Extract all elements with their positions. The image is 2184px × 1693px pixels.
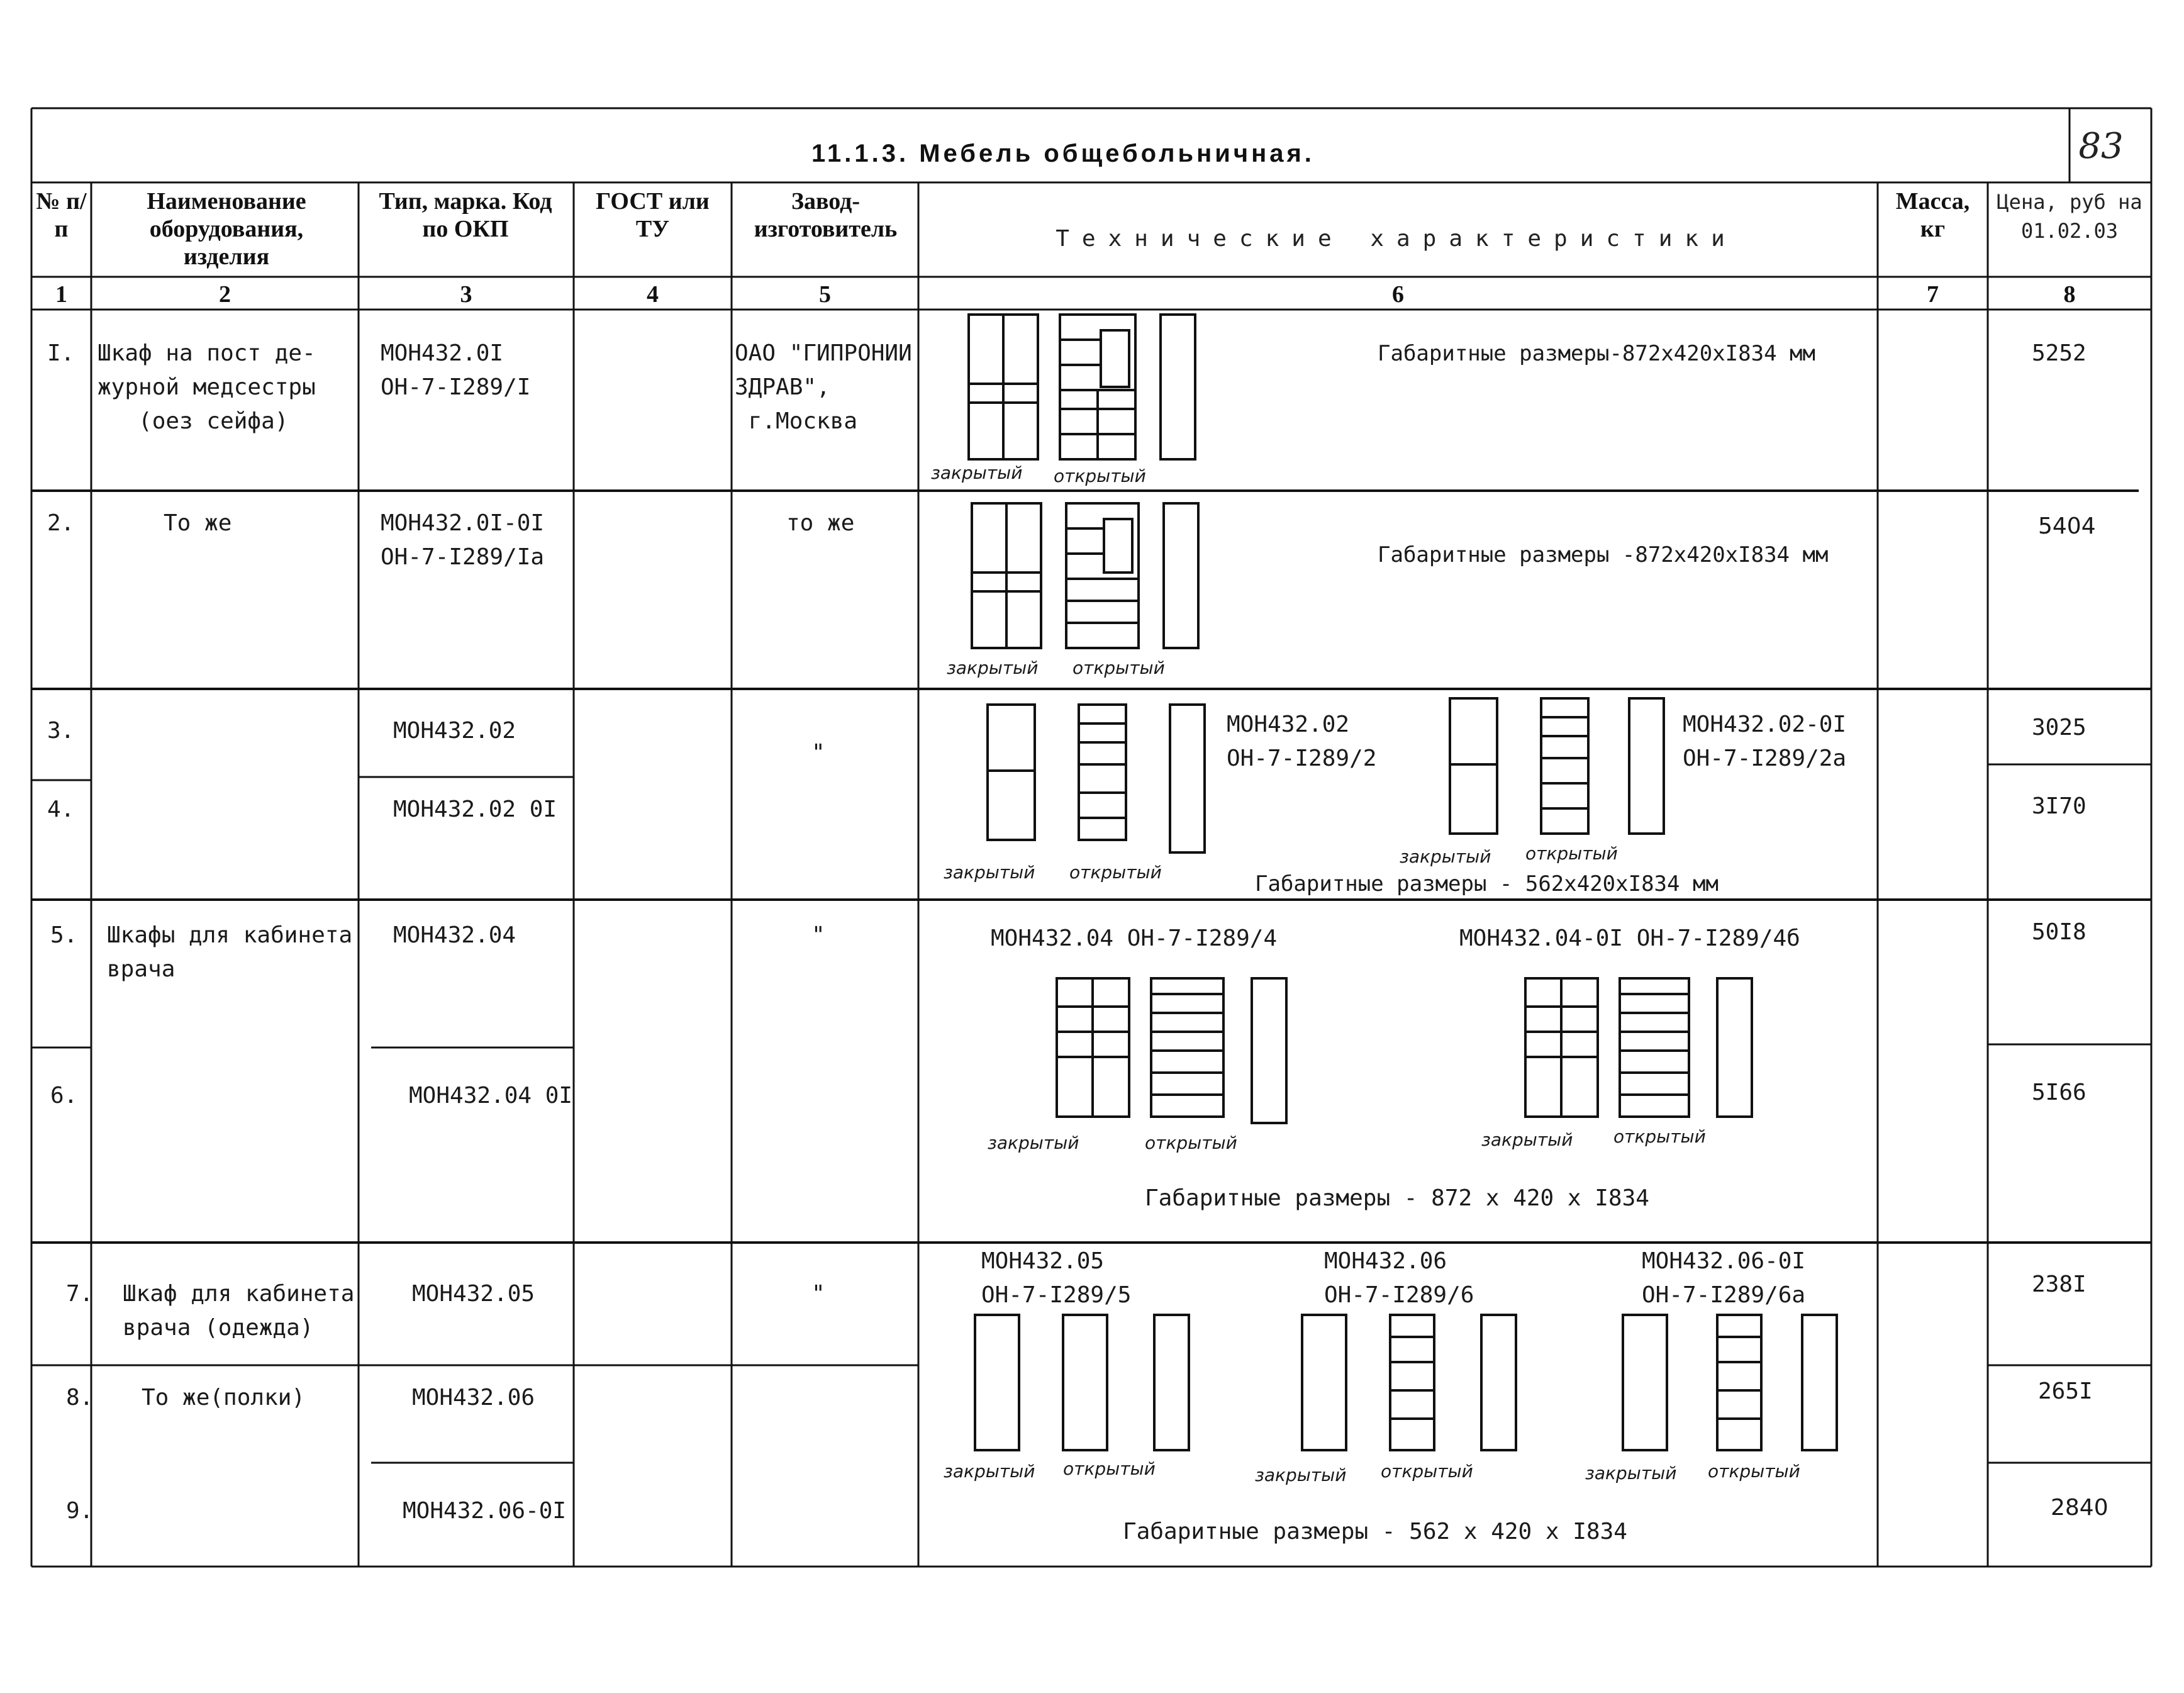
header-col-mass: Масса, кг	[1895, 188, 1970, 242]
block56-dims: Габаритные размеры - 872 х 420 х I834	[1145, 1185, 1649, 1211]
row3-type: МОН432.02	[393, 718, 516, 744]
row4-closed-label: закрытый	[1400, 846, 1491, 867]
row5-maker: "	[811, 922, 825, 948]
row3-maker: "	[811, 740, 825, 766]
row5-name: Шкафы для кабинета врача	[107, 922, 353, 982]
colnum-5: 5	[819, 281, 831, 308]
row5-closed-label: закрытый	[988, 1132, 1079, 1153]
row1-type: МОН432.0I ОН-7-I289/I	[381, 340, 531, 400]
row1-closed-label: закрытый	[931, 462, 1023, 483]
colnum-4: 4	[647, 281, 659, 308]
row9-type: МОН432.06-0I	[403, 1498, 567, 1524]
row5-num: 5.	[50, 922, 78, 948]
row6-closed-label: закрытый	[1481, 1129, 1573, 1150]
row3-open-label: открытый	[1069, 862, 1162, 883]
section-title: 11.1.3. Мебель общебольничная.	[811, 140, 1315, 167]
row9-price: 2840	[2051, 1495, 2109, 1521]
header-col-num: № п/п	[36, 188, 87, 242]
row1-open-label: открытый	[1054, 466, 1146, 486]
row6-num: 6.	[50, 1083, 78, 1109]
block34-dims: Габаритные размеры - 562х420хI834 мм	[1255, 871, 1719, 897]
row7-num: 7.	[66, 1281, 94, 1307]
row2-name: То же	[164, 510, 232, 536]
row7-type: МОН432.05	[412, 1281, 535, 1307]
header-col-specs: Технические характеристики	[1056, 226, 1737, 252]
row2-open-label: открытый	[1072, 657, 1165, 678]
header-col-gost: ГОСТ или ТУ	[596, 188, 710, 242]
block56-model-b: МОН432.04-0I ОН-7-I289/4б	[1459, 925, 1800, 951]
row7-open-label: открытый	[1063, 1458, 1156, 1479]
row8-type: МОН432.06	[412, 1385, 535, 1411]
row2-maker: то же	[786, 510, 855, 536]
row6-open-label: открытый	[1613, 1126, 1706, 1147]
row5-type: МОН432.04	[393, 922, 516, 948]
row7-maker: "	[811, 1281, 825, 1307]
colnum-1: 1	[55, 281, 67, 308]
row4-open-label: открытый	[1525, 843, 1618, 864]
row4-type: МОН432.02 0I	[393, 796, 557, 822]
row3-num: 3.	[47, 718, 75, 744]
row7-name: Шкаф для кабинета врача (одежда)	[123, 1281, 355, 1341]
row4-price: 3I70	[2032, 793, 2086, 819]
row8-num: 8.	[66, 1385, 94, 1411]
colnum-8: 8	[2063, 281, 2076, 308]
row2-type: МОН432.0I-0I ОН-7-I289/Iа	[381, 510, 545, 570]
row9-num: 9.	[66, 1498, 94, 1524]
colnum-7: 7	[1927, 281, 1939, 308]
row9-closed-label: закрытый	[1585, 1463, 1677, 1483]
row2-closed-label: закрытый	[947, 657, 1039, 678]
block79-model-c: МОН432.06-0I ОН-7-I289/6а	[1642, 1248, 1806, 1308]
block34-model-b: МОН432.02-0I ОН-7-I289/2а	[1683, 712, 1847, 771]
row3-price: 3025	[2032, 715, 2086, 740]
row2-price: 5404	[2038, 513, 2096, 539]
colnum-2: 2	[219, 281, 231, 308]
page-number: 83	[2078, 126, 2124, 167]
row7-price: 238I	[2032, 1271, 2086, 1297]
block56-model-a: МОН432.04 ОН-7-I289/4	[991, 925, 1278, 951]
header-col-price: Цена, руб на 01.02.03	[1997, 190, 2142, 243]
row2-spec: Габаритные размеры -872х420хI834 мм	[1378, 542, 1829, 567]
colnum-3: 3	[460, 281, 472, 308]
row1-spec: Габаритные размеры-872х420хI834 мм	[1378, 341, 1815, 366]
row9-open-label: открытый	[1708, 1461, 1800, 1482]
row4-num: 4.	[47, 796, 75, 822]
row3-closed-label: закрытый	[944, 862, 1035, 883]
block79-model-a: МОН432.05 ОН-7-I289/5	[981, 1248, 1132, 1308]
row7-closed-label: закрытый	[944, 1461, 1035, 1482]
row6-type: МОН432.04 0I	[409, 1083, 573, 1109]
block79-model-b: МОН432.06 ОН-7-I289/6	[1324, 1248, 1474, 1308]
row1-name: Шкаф на пост де- журной медсестры (оез сейфа)	[98, 340, 316, 434]
colnum-6: 6	[1392, 281, 1404, 308]
row2-num: 2.	[47, 510, 75, 536]
header-col-maker: Завод- изготовитель	[754, 188, 898, 242]
row5-price: 50I8	[2032, 919, 2086, 945]
header-col-type: Тип, марка. Код по ОКП	[379, 188, 552, 242]
row1-price: 5252	[2032, 340, 2086, 366]
row8-price: 265I	[2038, 1378, 2093, 1404]
row5-open-label: открытый	[1145, 1132, 1237, 1153]
row8-name: То же(полки)	[142, 1385, 306, 1411]
row1-maker: ОАО "ГИПРОНИИ ЗДРАВ", г.Москва	[735, 340, 912, 434]
row1-num: I.	[47, 340, 75, 366]
block34-model-a: МОН432.02 ОН-7-I289/2	[1227, 712, 1377, 771]
row6-price: 5I66	[2032, 1080, 2086, 1105]
header-col-name: Наименование оборудования, изделия	[147, 188, 306, 270]
row8-closed-label: закрытый	[1255, 1465, 1347, 1485]
row8-open-label: открытый	[1381, 1461, 1473, 1482]
block79-dims: Габаритные размеры - 562 х 420 х I834	[1123, 1519, 1627, 1545]
